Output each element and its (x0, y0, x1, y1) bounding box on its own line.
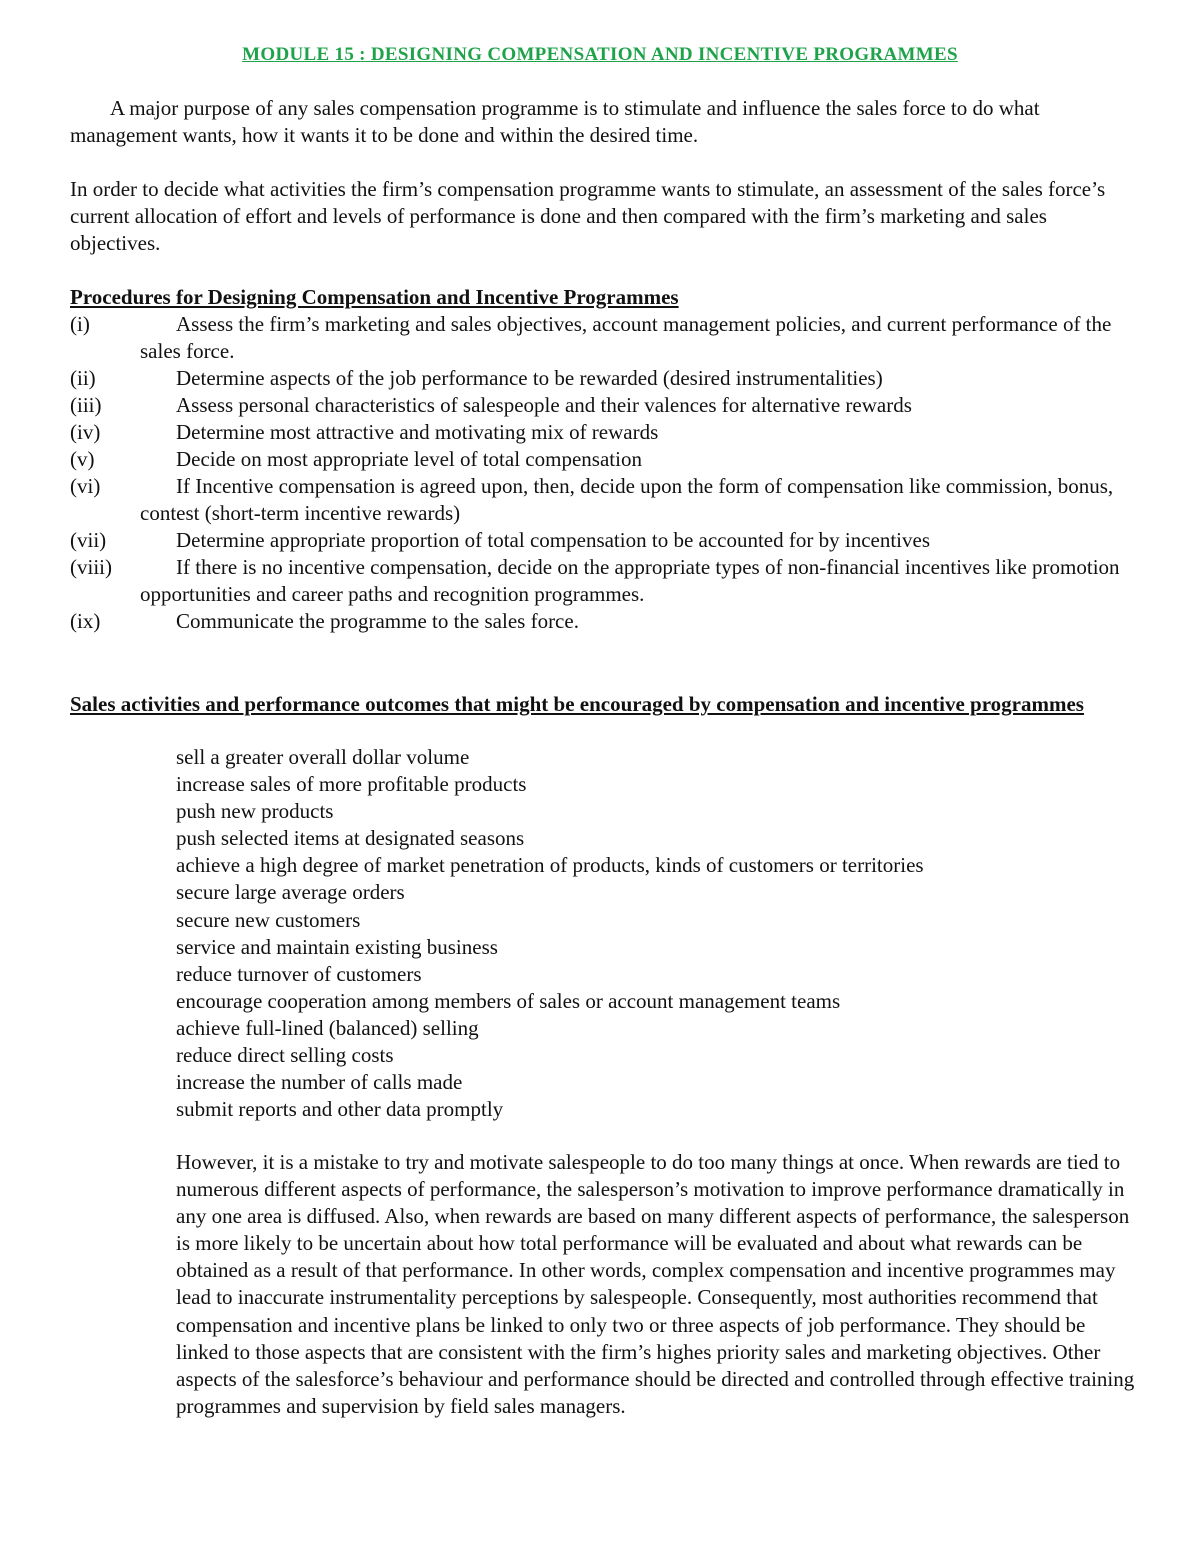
procedure-item (70, 365, 1140, 392)
activities-heading: Sales activities and performance outcomes that might be encouraged by compensation and incentive programmes (70, 692, 1084, 716)
activity-item: push new products (176, 799, 334, 824)
procedure-text: Decide on most appropriate level of total compensation (176, 447, 642, 471)
procedure-number: (v) (70, 447, 95, 471)
procedure-number: (viii) (70, 555, 112, 579)
activity-item: secure new customers (176, 907, 361, 932)
procedures-list (70, 311, 1140, 635)
procedure-item (70, 527, 1140, 554)
activity-item: sell a greater overall dollar volume (176, 745, 470, 769)
procedure-text: Determine aspects of the job performance to be rewarded (desired instrumentalities) (176, 366, 883, 390)
procedure-number: (vii) (70, 528, 107, 552)
procedure-item (70, 473, 1140, 527)
procedure-text: Assess the firm’s marketing and sales objectives, account management policies, and current performance of the sales force. (140, 312, 1112, 363)
activities-list (176, 744, 1136, 1123)
activity-item: push selected items at designated seasons (176, 826, 525, 851)
activity-item: submit reports and other data promptly (176, 1097, 504, 1122)
intro-paragraph-2: In order to decide what activities the firm’s compensation programme wants to stimulate, an assessment of the sales force’s current allocation of effort and levels of performance is done and then compared with the firm’s marketing and sales objectives. (70, 177, 1106, 255)
intro-paragraph-1: A major purpose of any sales compensation programme is to stimulate and influence the sales force to do what management wants, how it wants it to be done and within the desired time. (70, 96, 1040, 147)
procedure-item (70, 608, 1140, 635)
procedures-heading: Procedures for Designing Compensation and Incentive Programmes (70, 285, 679, 309)
procedure-number: (ii) (70, 366, 96, 390)
activity-item: reduce direct selling costs (176, 1043, 394, 1068)
activity-item: service and maintain existing business (176, 934, 498, 959)
procedure-text: If Incentive compensation is agreed upon, then, decide upon the form of compensation like commission, bonus, contest (short-term incentive rewards) (140, 474, 1114, 525)
activity-item: encourage cooperation among members of sales or account management teams (176, 988, 841, 1013)
document-title: MODULE 15 : DESIGNING COMPENSATION AND INCENTIVE PROGRAMMES (242, 44, 958, 65)
procedure-number: (vi) (70, 474, 101, 498)
activity-item: reduce turnover of customers (176, 961, 422, 986)
procedure-item (70, 392, 1140, 419)
procedure-item (70, 311, 1140, 365)
procedure-text: Determine most attractive and motivating mix of rewards (176, 420, 659, 444)
procedure-text: Communicate the programme to the sales force. (176, 609, 579, 633)
activity-item: achieve full-lined (balanced) selling (176, 1015, 479, 1040)
closing-paragraph: However, it is a mistake to try and motivate salespeople to do too many things at once. When rewards are tied to numerous different aspects of performance, the salesperson’s motivation to improve performance dramatically in any one area is diffused. Also, when rewards are based on many different aspects of performance, the salesperson is more likely to be uncertain about how total performance will be evaluated and about what rewards can be obtained as a result of that performance. In other words, complex compensation and incentive programmes may lead to inaccurate instrumentality perceptions by salespeople. Consequently, most authorities recommend that compensation and incentive plans be linked to only two or three aspects of job performance. They should be linked to those aspects that are consistent with the firm’s highes priority sales and marketing objectives. Other aspects of the salesforce’s behaviour and performance should be directed and controlled through effective training programmes and supervision by field sales managers. (176, 1150, 1135, 1418)
activity-item: achieve a high degree of market penetration of products, kinds of customers or territories (176, 853, 924, 878)
procedure-item (70, 554, 1140, 608)
procedure-text: Determine appropriate proportion of total compensation to be accounted for by incentives (176, 528, 931, 552)
procedure-text: If there is no incentive compensation, decide on the appropriate types of non-financial incentives like promotion opportunities and career paths and recognition programmes. (140, 555, 1120, 606)
procedure-number: (i) (70, 312, 90, 336)
procedure-item (70, 419, 1140, 446)
procedure-text: Assess personal characteristics of salespeople and their valences for alternative rewards (176, 393, 912, 417)
procedure-number: (ix) (70, 609, 101, 633)
activity-item: increase sales of more profitable products (176, 772, 527, 797)
procedure-item (70, 446, 1140, 473)
activity-item: increase the number of calls made (176, 1070, 463, 1095)
procedure-number: (iii) (70, 393, 102, 417)
activity-item: secure large average orders (176, 880, 405, 905)
procedure-number: (iv) (70, 420, 101, 444)
